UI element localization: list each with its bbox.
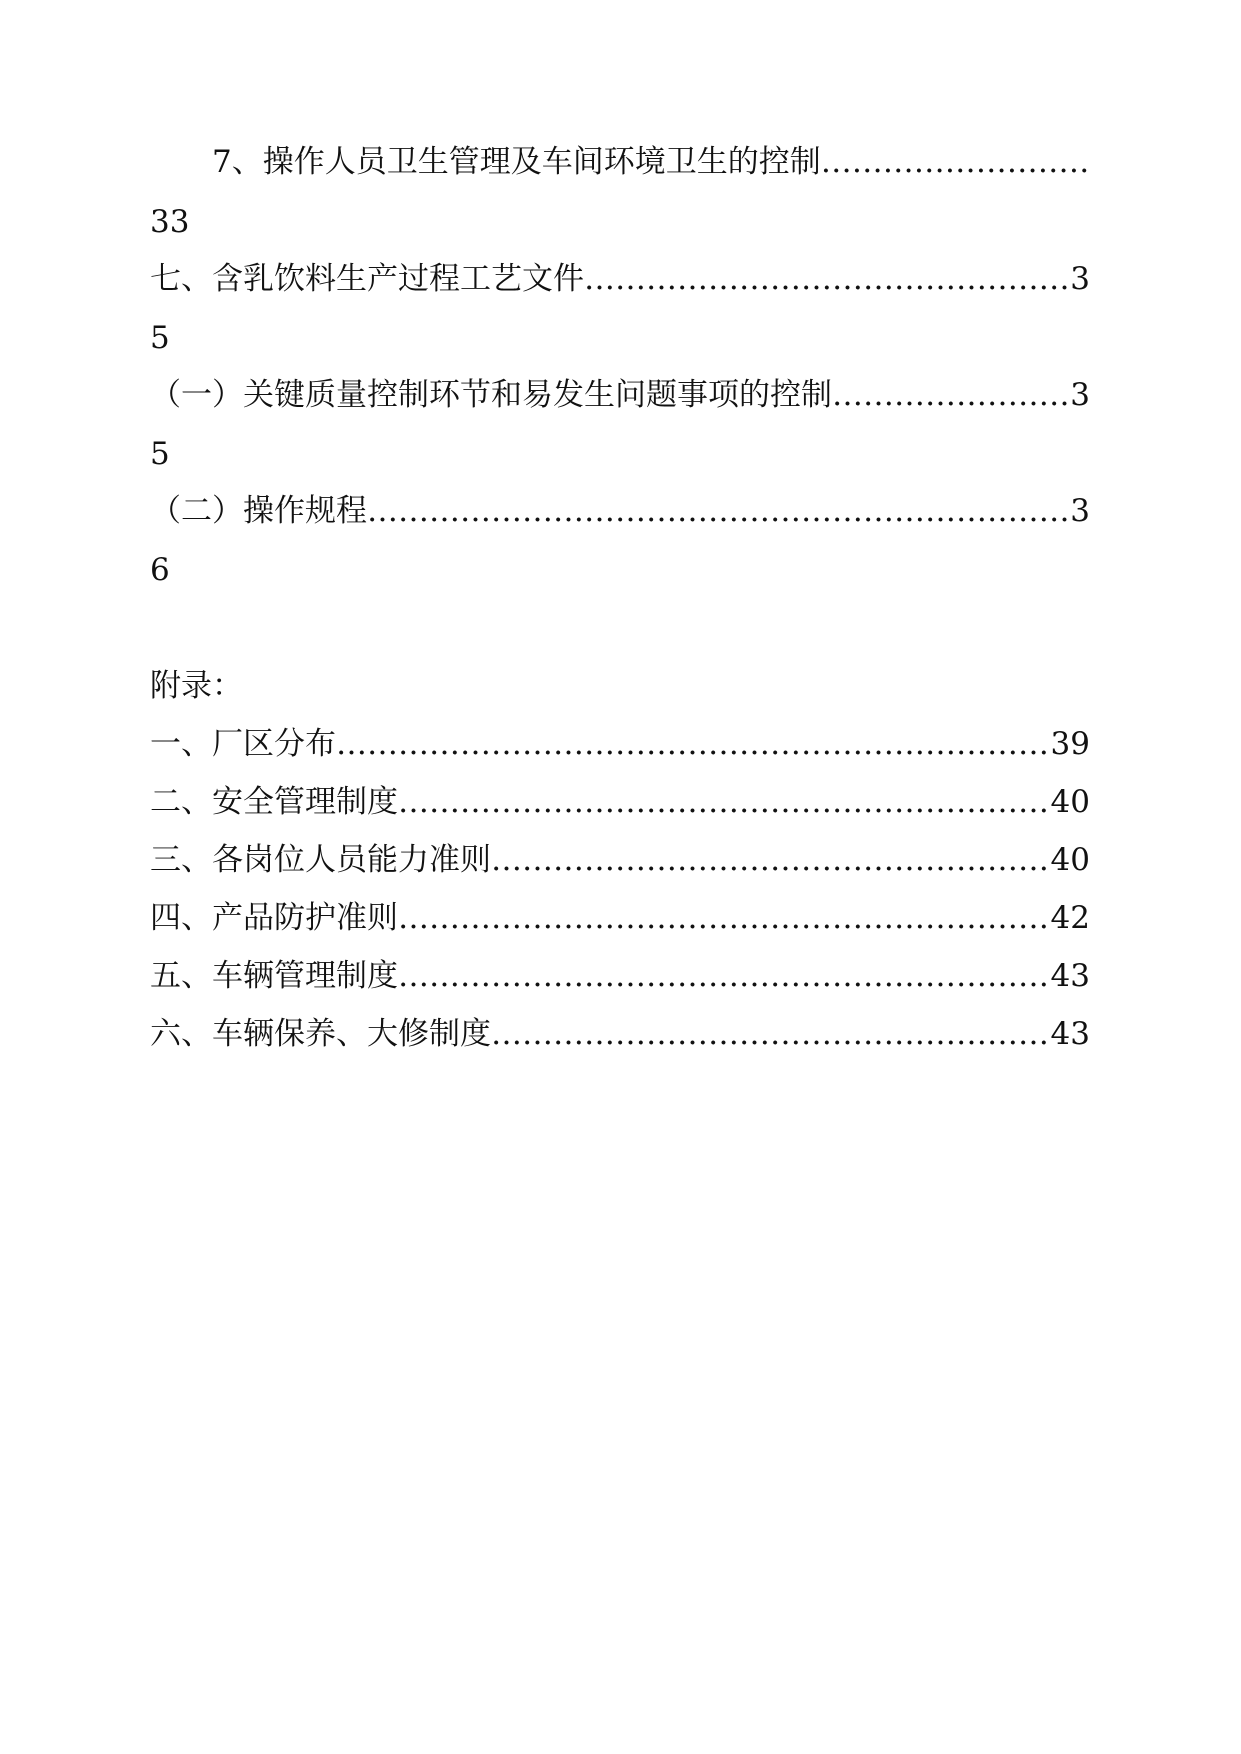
toc-leader-dots — [367, 491, 1070, 531]
appendix-entry-page: 43 — [1050, 958, 1090, 994]
appendix-entry-page: 42 — [1050, 900, 1090, 936]
appendix-entry-title: 四、产品防护准则 — [150, 900, 398, 936]
toc-entry[interactable] — [150, 375, 1090, 415]
toc-leader-dots — [491, 840, 1051, 880]
toc-entry-title: （二）操作规程 — [150, 493, 367, 529]
appendix-entry-page: 40 — [1050, 842, 1090, 878]
appendix-entry[interactable] — [150, 956, 1090, 996]
appendix-entry-title: 五、车辆管理制度 — [150, 958, 398, 994]
appendix-heading: 附录： — [150, 668, 243, 704]
toc-leader-dots — [832, 375, 1070, 415]
toc-entry-page-continuation: 5 — [150, 436, 170, 472]
toc-leader-dots — [398, 782, 1051, 822]
appendix-entry[interactable] — [150, 840, 1090, 880]
toc-leader-dots — [584, 259, 1070, 299]
toc-entry[interactable] — [150, 259, 1090, 299]
toc-leader-dots — [336, 724, 1051, 764]
appendix-entry-title: 二、安全管理制度 — [150, 784, 398, 820]
toc-leader-dots — [398, 898, 1051, 938]
toc-entry-page-continuation: 33 — [150, 204, 190, 240]
appendix-entry-page: 39 — [1050, 726, 1090, 762]
appendix-entry-title: 三、各岗位人员能力准则 — [150, 842, 491, 878]
toc-entry-page: 3 — [1070, 493, 1090, 529]
appendix-entry-title: 六、车辆保养、大修制度 — [150, 1016, 491, 1052]
toc-entry-page-continuation: 5 — [150, 320, 170, 356]
toc-entry-title: 7、操作人员卫生管理及车间环境卫生的控制 — [212, 144, 821, 180]
toc-entry-page: 3 — [1070, 377, 1090, 413]
appendix-entry-title: 一、厂区分布 — [150, 726, 336, 762]
toc-leader-dots — [398, 956, 1051, 996]
toc-leader-dots — [821, 142, 1090, 182]
appendix-entry[interactable] — [150, 898, 1090, 938]
toc-entry[interactable] — [150, 491, 1090, 531]
appendix-entry[interactable] — [150, 1014, 1090, 1054]
appendix-entry[interactable] — [150, 724, 1090, 764]
toc-entry-page-continuation: 6 — [150, 552, 170, 588]
toc-entry[interactable] — [212, 142, 1090, 182]
toc-entry-page: 3 — [1070, 261, 1090, 297]
appendix-entry[interactable] — [150, 782, 1090, 822]
appendix-entry-page: 40 — [1050, 784, 1090, 820]
toc-leader-dots — [491, 1014, 1051, 1054]
toc-entry-title: 七、含乳饮料生产过程工艺文件 — [150, 261, 584, 297]
toc-entry-title: （一）关键质量控制环节和易发生问题事项的控制 — [150, 377, 832, 413]
appendix-entry-page: 43 — [1050, 1016, 1090, 1052]
